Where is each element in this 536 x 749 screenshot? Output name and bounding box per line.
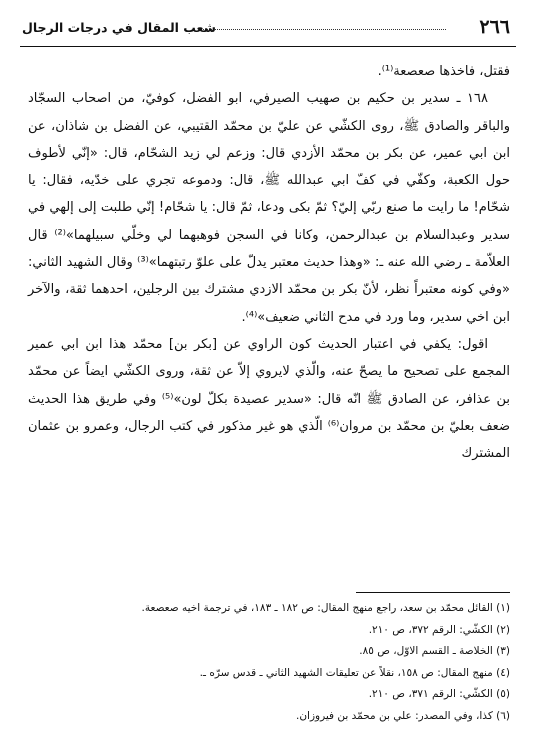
footnote: (٢) الكشّي: الرقم ٣٧٢، ص ٢١٠.: [368, 623, 510, 636]
paragraph-entry-168: ١٦٨ ـ سدير بن حكيم بن صهيب الصيرفي، ابو الفضل، كوفيّ، من اصحاب السجّاد والباقر والصادق ﷺ، روى الكشّي عن عليّ بن محمّد القتيبي، عن الفضل بن شاذان، عن ابن ابي عمير، عن بكر بن محمّد الأزدي قال: وزعم لي زيد الشحّام، قال: «إنّي لأطوف حول الكعبة، وكفّي في كفّ ابي عبدالله ﷺ، قال: ودموعه تجري على خدّيه، فقال: يا شحّام! ما رايت ما صنع ربّي إليّ؟ ثمّ بكى ودعا، ثمّ قال: يا شحّام! إنّي طلبت إلى إلهي في سدير وعبدالسلام بن عبدالرحمن، وكانا في السجن فوهبهما لي وخلّي سبيلهما»⁽²⁾ قال العلاّمة ـ رضي الله عنه ـ: «وهذا حديث معتبر يدلّ على علوّ رتبتهما»⁽³⁾ وقال الشهيد الثاني: «وفي كونه معتبراً نظر، لأنّ بكر بن محمّد الازدي مشترك بين الرجلين، احدهما ثقة، والآخر ابن اخي سدير، وما ورد في مدح الثاني ضعيف»⁽⁴⁾.: [28, 91, 511, 325]
footnote: (٦) كذا، وفي المصدر: علي بن محمّد بن فيروزان.: [295, 709, 510, 722]
footnote-rule: [356, 592, 510, 593]
header-dot-leader: [200, 29, 446, 30]
header-rule: [20, 46, 516, 47]
running-title: شعب المقال في درجات الرجال: [22, 20, 216, 35]
footnotes: [28, 598, 510, 727]
footnote: (٥) الكشّي: الرقم ٣٧١، ص ٢١٠.: [368, 688, 510, 700]
paragraph-author-comment: اقول: يكفي في اعتبار الحديث كون الراوي عن [بكر بن] محمّد هذا ابن ابي عمير المجمع على تصحيح ما يصحّ عنه، والّذي لايروي إلاّ عن ثقة، وروى الكشّي ايضاً عن محمّد بن عذافر، عن الصادق ﷺ انّه قال: «سدير عصيدة بكلّ لون»⁽⁵⁾ وفي طريق هذا الحديث ضعف بعليّ بن محمّد بن مروان⁽⁶⁾ الّذي هو غير مذكور في كتب الرجال، وعمرو بن عثمان المشترك: [28, 336, 510, 462]
page-number: ٢٦٦: [479, 16, 510, 38]
footnote: (٣) الخلاصة ـ القسم الاوّل، ص ٨٥.: [359, 645, 510, 657]
footnote: (١) القائل محمّد بن سعد، راجع منهج المقال: ص ١٨٢ ـ ١٨٣، في ترجمة اخيه صعصعة.: [141, 602, 510, 614]
paragraph-continuation: فقتل، فاخذها صعصعة⁽¹⁾.: [377, 64, 510, 79]
body-text: [28, 58, 510, 467]
footnote: (٤) منهج المقال: ص ١٥٨، نقلاً عن تعليقات الشهيد الثاني ـ قدس سرّه ـ.: [199, 666, 510, 679]
page-header: [20, 14, 516, 44]
